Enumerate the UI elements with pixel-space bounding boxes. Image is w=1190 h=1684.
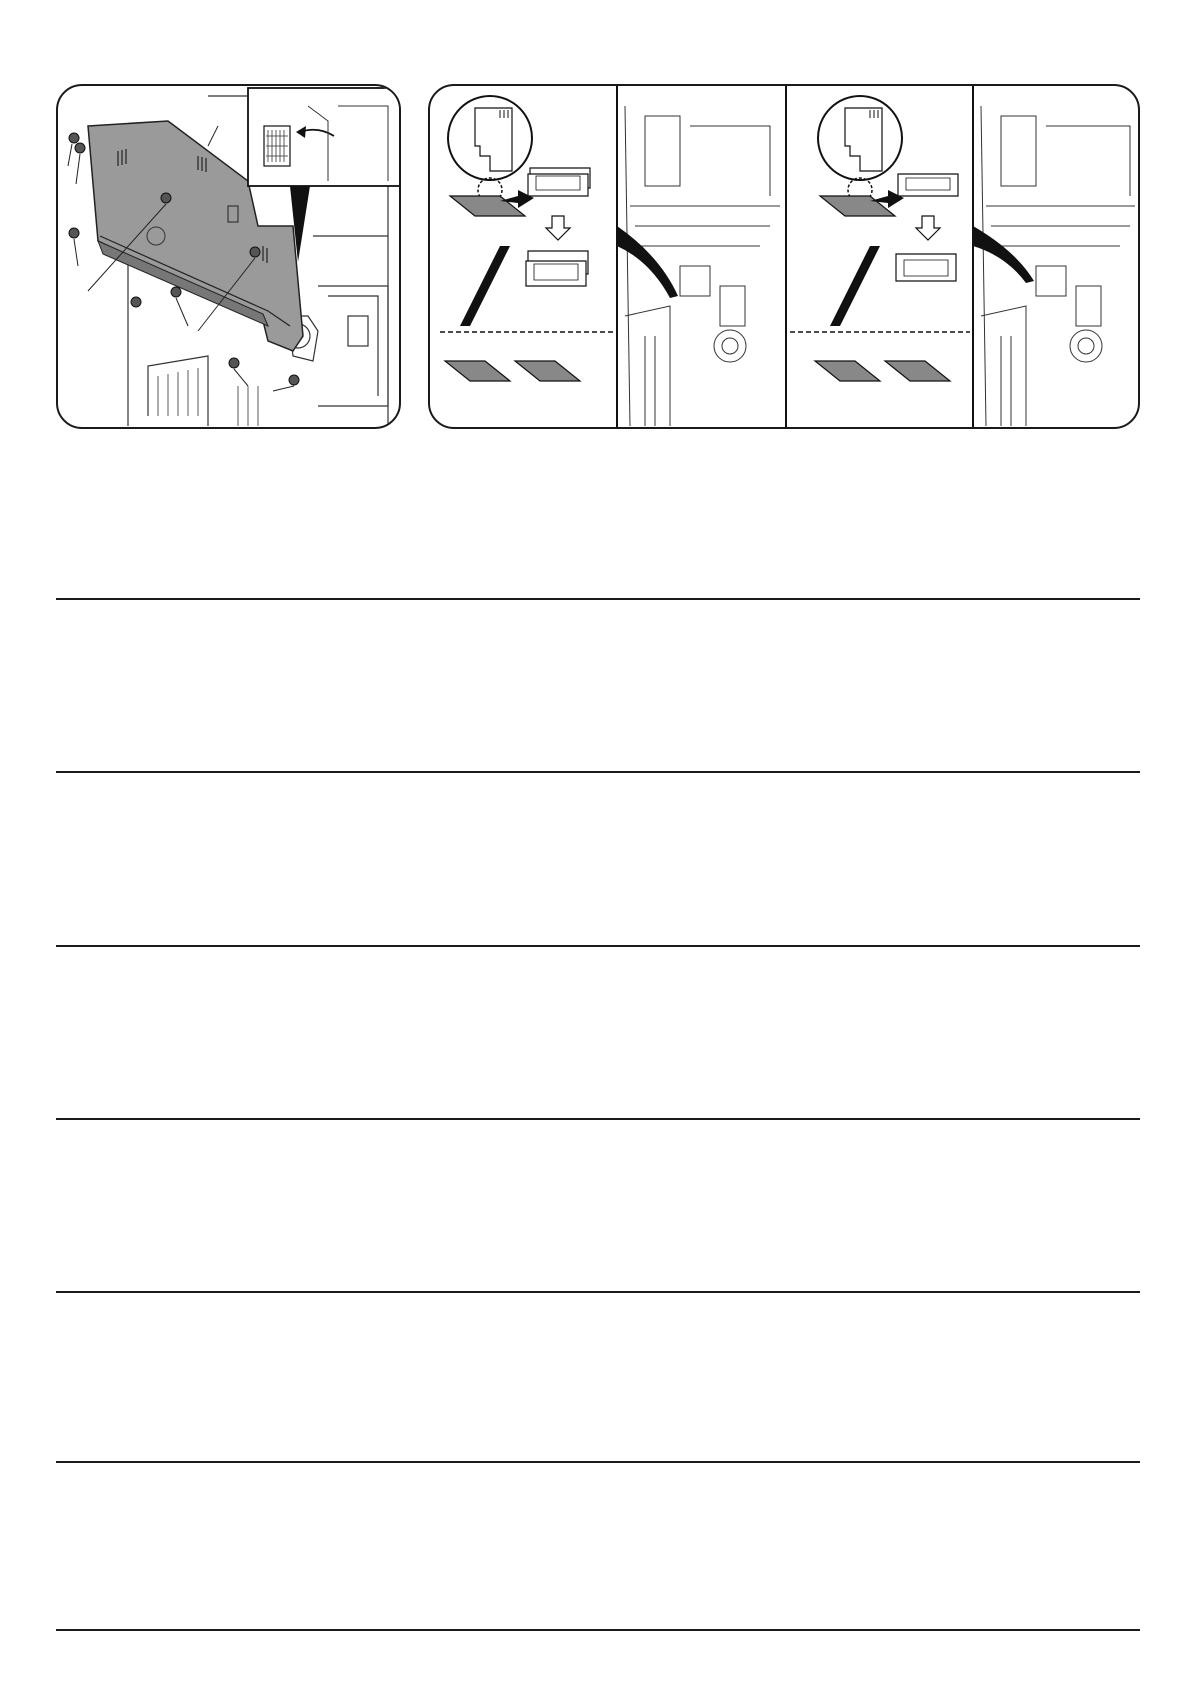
rule-line-2 — [56, 771, 1140, 773]
rule-line-4 — [56, 1118, 1140, 1120]
rule-line-7 — [56, 1629, 1140, 1631]
cover-removal-illustration — [56, 84, 401, 429]
rule-line-1 — [56, 598, 1140, 600]
printer-cover-screws-icon — [58, 86, 401, 429]
memory-module-icon — [430, 86, 1140, 429]
memory-install-illustration — [428, 84, 1140, 429]
rule-line-5 — [56, 1291, 1140, 1293]
rule-line-3 — [56, 945, 1140, 947]
rule-line-6 — [56, 1461, 1140, 1463]
variant-two — [790, 96, 1135, 426]
variant-one — [440, 96, 780, 426]
